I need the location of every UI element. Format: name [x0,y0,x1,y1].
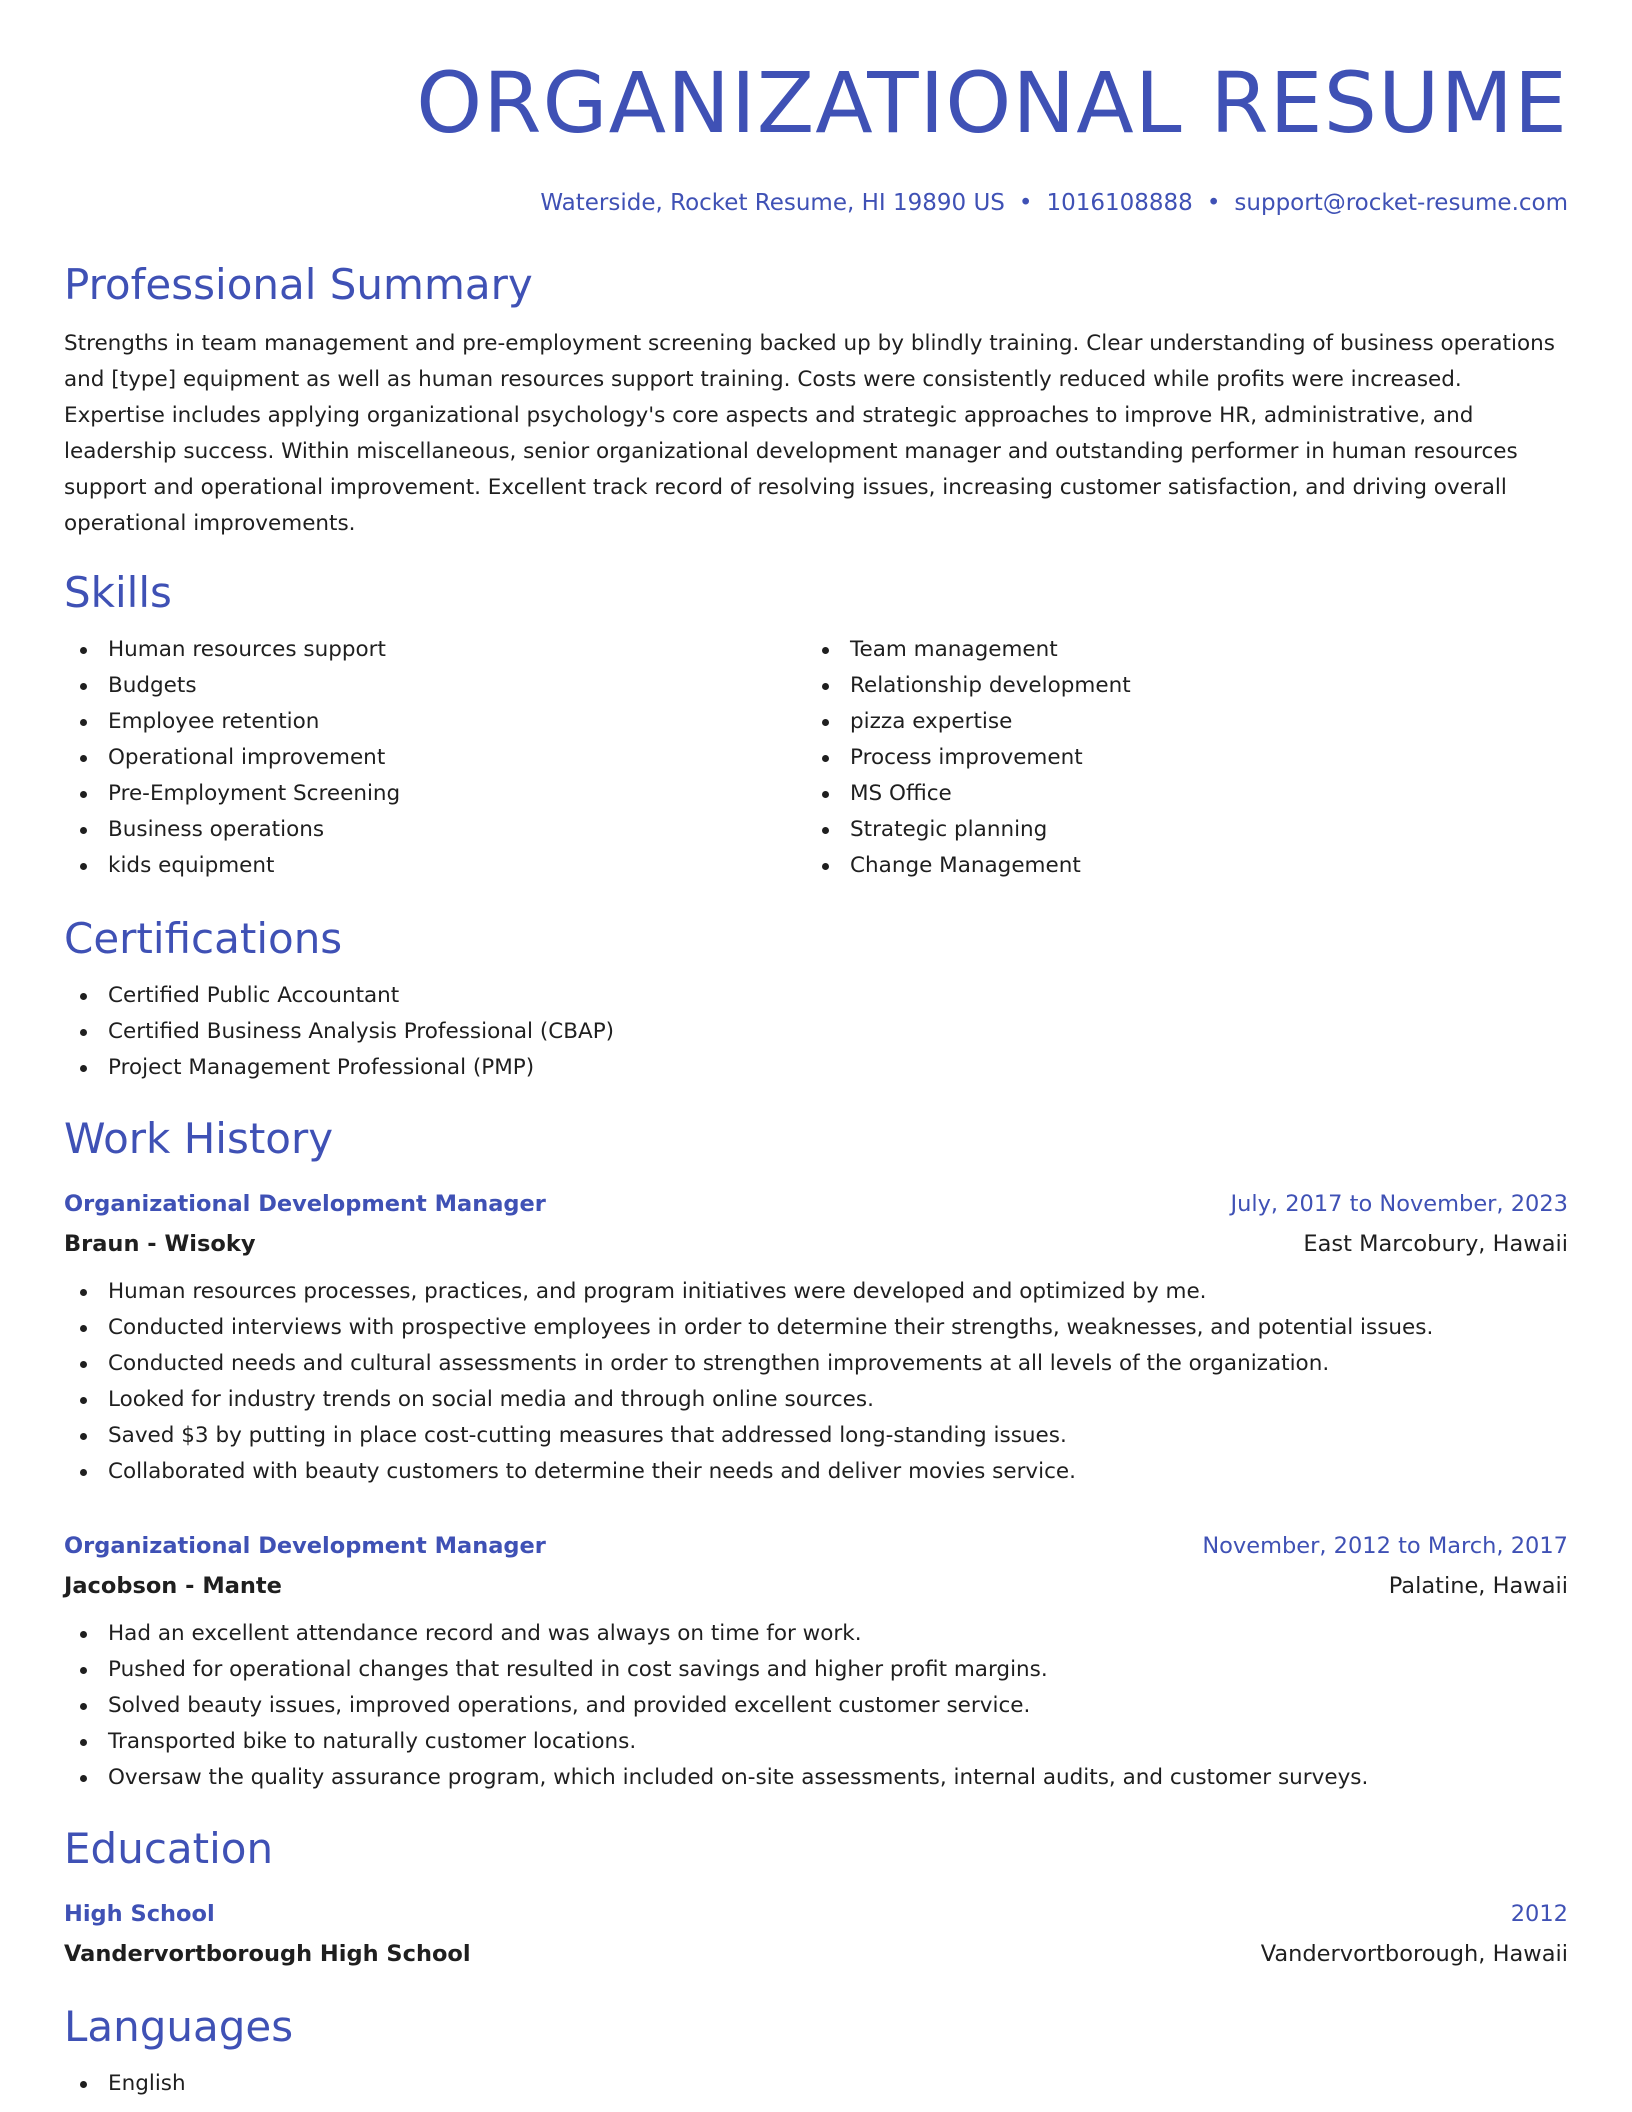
list-item: Pre-Employment Screening [64,776,806,812]
education-degree: High School [64,1901,215,1927]
contact-email[interactable]: support@rocket-resume.com [1234,190,1568,216]
section-title-languages: Languages [64,2002,294,2051]
job-employer: Jacobson - Mante [64,1573,282,1599]
contact-line [64,188,1568,218]
list-item: Relationship development [806,668,1548,704]
list-item: Human resources processes, practices, and program initiatives were developed and optimized by me. [64,1274,1568,1310]
certifications-list [64,978,1568,1086]
section-title-certifications: Certifications [64,914,343,963]
list-item: Strategic planning [806,812,1548,848]
education-header-row [64,1894,1568,1934]
contact-separator: • [1018,190,1033,216]
list-item: Change Management [806,848,1548,884]
list-item: Operational improvement [64,740,806,776]
list-item: Employee retention [64,704,806,740]
section-title-work-history: Work History [64,1114,334,1163]
section-title-education: Education [64,1824,274,1873]
job-employer-row [64,1566,1568,1606]
list-item: Budgets [64,668,806,704]
list-item: Conducted interviews with prospective employees in order to determine their strengths, weaknesses, and potential issues. [64,1310,1568,1346]
list-item: Conducted needs and cultural assessments in order to strengthen improvements at all levels of the organization. [64,1346,1568,1382]
job-header-row [64,1526,1568,1566]
list-item: Process improvement [806,740,1548,776]
education-year: 2012 [1510,1901,1568,1927]
contact-separator: • [1206,190,1221,216]
skills-list-right [806,632,1548,884]
resume-name: ORGANIZATIONAL RESUME [416,54,1568,152]
list-item: Business operations [64,812,806,848]
job-entry [64,1184,1568,1490]
job-employer: Braun - Wisoky [64,1231,256,1257]
skills-grid [64,632,1568,884]
education-location: Vandervortborough, Hawaii [1260,1941,1568,1967]
list-item: Collaborated with beauty customers to determine their needs and deliver movies service. [64,1454,1568,1490]
job-title: Organizational Development Manager [64,1533,546,1559]
list-item: Project Management Professional (PMP) [64,1050,1568,1086]
list-item: Looked for industry trends on social media and through online sources. [64,1382,1568,1418]
job-header-row [64,1184,1568,1224]
education-school: Vandervortborough High School [64,1941,471,1967]
job-location: East Marcobury, Hawaii [1303,1231,1568,1257]
job-dates: November, 2012 to March, 2017 [1202,1533,1568,1559]
job-bullets [64,1616,1568,1796]
education-school-row [64,1934,1568,1974]
list-item: Transported bike to naturally customer locations. [64,1724,1568,1760]
list-item: Certified Public Accountant [64,978,1568,1014]
list-item: Certified Business Analysis Professional (CBAP) [64,1014,1568,1050]
section-title-skills: Skills [64,568,172,617]
list-item: Oversaw the quality assurance program, which included on-site assessments, internal audits, and customer surveys. [64,1760,1568,1796]
list-item: English [64,2066,1568,2102]
list-item: Had an excellent attendance record and was always on time for work. [64,1616,1568,1652]
list-item: pizza expertise [806,704,1548,740]
languages-list [64,2066,1568,2102]
skills-list-left [64,632,806,884]
resume-page [64,0,1568,2102]
list-item: Team management [806,632,1548,668]
contact-address: Waterside, Rocket Resume, HI 19890 US [540,190,1005,216]
job-location: Palatine, Hawaii [1388,1573,1568,1599]
list-item: Saved $3 by putting in place cost-cutting measures that addressed long-standing issues. [64,1418,1568,1454]
list-item: Pushed for operational changes that resulted in cost savings and higher profit margins. [64,1652,1568,1688]
job-bullets [64,1274,1568,1490]
list-item: MS Office [806,776,1548,812]
job-employer-row [64,1224,1568,1264]
section-title-summary: Professional Summary [64,260,533,309]
job-dates: July, 2017 to November, 2023 [1230,1191,1568,1217]
summary-text: Strengths in team management and pre-employment screening backed up by blindly training. Clear understanding of business operations and [type] equipment as well as human resources support training. Costs were consistently reduced while profits were increased. Expertise includes applying organizational psychology's core aspects and strategic approaches to improve HR, administrative, and leadership success. Within miscellaneous, senior organizational development manager and outstanding performer in human resources support and operational improvement. Excellent track record of resolving issues, increasing customer satisfaction, and driving overall operational improvements. [64,331,1555,536]
list-item: kids equipment [64,848,806,884]
job-entry [64,1526,1568,1796]
list-item: Solved beauty issues, improved operations, and provided excellent customer service. [64,1688,1568,1724]
job-title: Organizational Development Manager [64,1191,546,1217]
list-item: Human resources support [64,632,806,668]
resume-header [64,0,1568,218]
education-entry [64,1894,1568,1974]
contact-phone: 1016108888 [1046,190,1193,216]
